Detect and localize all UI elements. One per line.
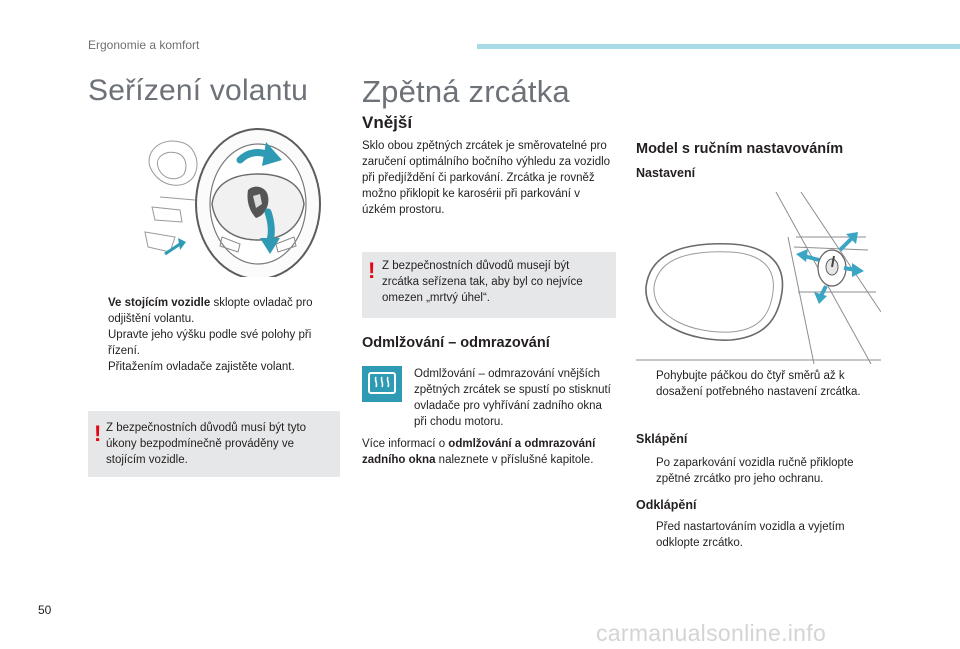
mirror-adjust-illustration [636,192,881,364]
mirrors-intro: Sklo obou zpětných zrcátek je směrovatelné pro zaručení optimálního bočního výhledu za vozidlo při předjíždění či parkování. Zrcátka je rovněž možno přiklopit ke karosérii při parkování v úzkém prostoru. [362,140,611,216]
defrost-text: Odmlžování – odmrazování vnějších zpětných zrcátek se spustí po stisknutí ovladače pro vyhřívání zadního okna při chodu motoru. [414,368,611,428]
list-item: Pohybujte páčkou do čtyř směrů až k dosažení potřebného nastavení zrcátka. [656,370,861,398]
page-title-steering: Seřízení volantu [88,74,308,107]
release-lever-arrow-icon [165,238,186,254]
warning-box-mirrors [362,252,616,318]
list-item: Upravte jeho výšku podle své polohy při řízení. [108,329,312,357]
section-title: Ergonomie a komfort [88,38,200,52]
rear-window-defrost-icon [362,366,402,402]
warning-box-steering [88,411,340,477]
mirror-lever-icon [818,250,846,286]
list-item: Po zaparkování vozidla ručně přiklopte zpětné zrcátko pro jeho ochranu. [656,457,854,485]
warning-icon: ! [368,258,376,283]
adjust-list [636,368,886,400]
adjust-heading: Nastavení [636,166,696,180]
warning-text: Z bezpečnostních důvodů musejí být zrcátka seřízena tak, aby byl co nejvíce omezen „mrtvý úhel“. [382,260,583,304]
list-item: Ve stojícím vozidle sklopte ovladač pro odjištění volantu. [108,297,313,325]
unfold-heading: Odklápění [636,498,697,512]
page-number: 50 [38,603,52,617]
list-item: Před nastartováním vozidla a vyjetím odklopte zrcátko. [656,521,845,549]
warning-text: Z bezpečnostních důvodů musí být tyto úkony bezpodmínečně prováděny ve stojícím vozidle. [106,422,307,466]
list-item: Přitažením ovladače zajistěte volant. [108,361,295,373]
more-info-text: Více informací o odmlžování a odmrazování zadního okna naleznete v příslušné kapitole. [362,438,596,466]
steering-steps-list [88,295,338,375]
manual-model-heading: Model s ručním nastavováním [636,141,844,157]
unfold-list [636,519,886,551]
steering-wheel-illustration [140,112,340,277]
watermark: carmanualsonline.info [596,620,827,646]
fold-heading: Sklápění [636,432,688,446]
defrost-heading: Odmlžování – odmrazování [362,335,550,351]
fold-list [636,455,886,487]
subtitle-exterior: Vnější [362,113,413,132]
warning-icon: ! [94,421,102,446]
section-accent-bar [477,44,960,49]
page-title-mirrors: Zpětná zrcátka [362,74,570,109]
